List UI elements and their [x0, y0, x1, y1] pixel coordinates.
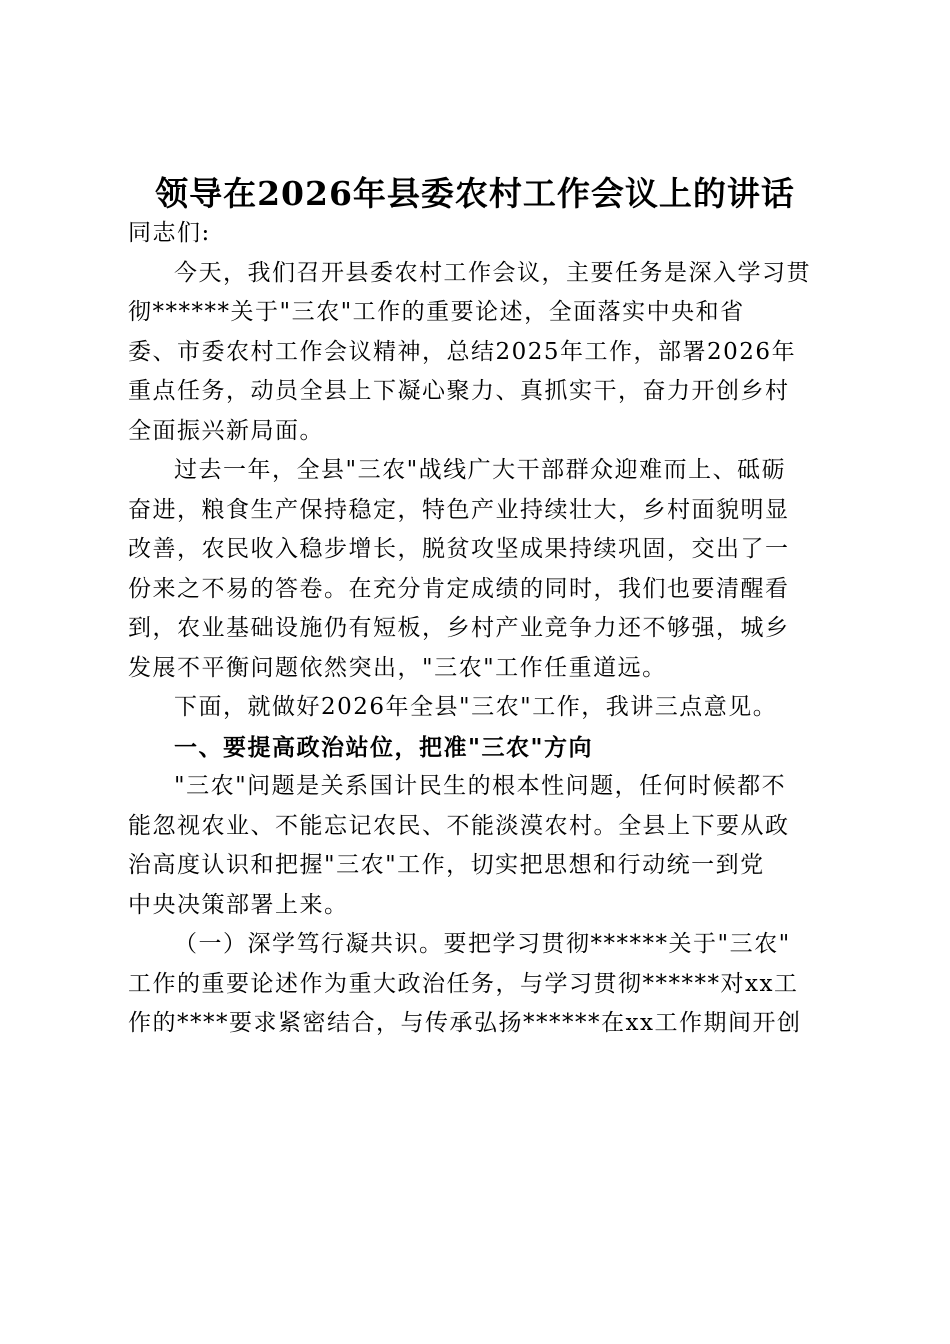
paragraph-line: 改善，农民收入稳步增长，脱贫攻坚成果持续巩固，交出了一 [128, 536, 790, 562]
paragraph-line: 到，农业基础设施仍有短板，乡村产业竞争力还不够强，城乡 [128, 615, 790, 641]
paragraph-line: 发展不平衡问题依然突出，"三农"工作任重道远。 [128, 654, 667, 681]
paragraph-line: 能忽视农业、不能忘记农民、不能淡漠农村。全县上下要从政 [128, 812, 790, 839]
document-body [128, 214, 828, 1044]
paragraph-line: 全面振兴新局面。 [128, 417, 324, 444]
paragraph-line: 今天，我们召开县委农村工作会议，主要任务是深入学习贯 [174, 259, 811, 286]
paragraph-line: "三农"问题是关系国计民生的根本性问题，任何时候都不 [174, 773, 787, 799]
subsection-line: （一）深学笃行凝共识。要把学习贯彻******关于"三农" [174, 931, 791, 957]
paragraph-line: 份来之不易的答卷。在充分肯定成绩的同时，我们也要清醒看 [128, 575, 790, 602]
paragraph-line: 治高度认识和把握"三农"工作，切实把思想和行动统一到党 [128, 852, 765, 878]
paragraph-line: 中央决策部署上来。 [128, 891, 349, 918]
paragraph-line: 委、市委农村工作会议精神，总结2025年工作，部署2026年 [128, 338, 797, 365]
paragraph-line: 下面，就做好2026年全县"三农"工作，我讲三点意见。 [174, 694, 778, 720]
section-heading: 一、要提高政治站位，把准"三农"方向 [174, 733, 593, 761]
paragraph-line: 过去一年，全县"三农"战线广大干部群众迎难而上、砥砺 [174, 457, 787, 483]
paragraph-line: 作的****要求紧密结合，与传承弘扬******在xx工作期间开创 [128, 1010, 802, 1036]
paragraph-line: 彻******关于"三农"工作的重要论述，全面落实中央和省 [128, 299, 745, 325]
document-title: 领导在2026年县委农村工作会议上的讲话 [155, 174, 795, 213]
paragraph-line: 工作的重要论述作为重大政治任务，与学习贯彻******对xx工 [128, 970, 799, 997]
paragraph-line: 奋进，粮食生产保持稳定，特色产业持续壮大，乡村面貌明显 [128, 496, 790, 523]
paragraph-line: 重点任务，动员全县上下凝心聚力、真抓实干，奋力开创乡村 [128, 378, 790, 404]
salutation: 同志们: [128, 220, 211, 246]
